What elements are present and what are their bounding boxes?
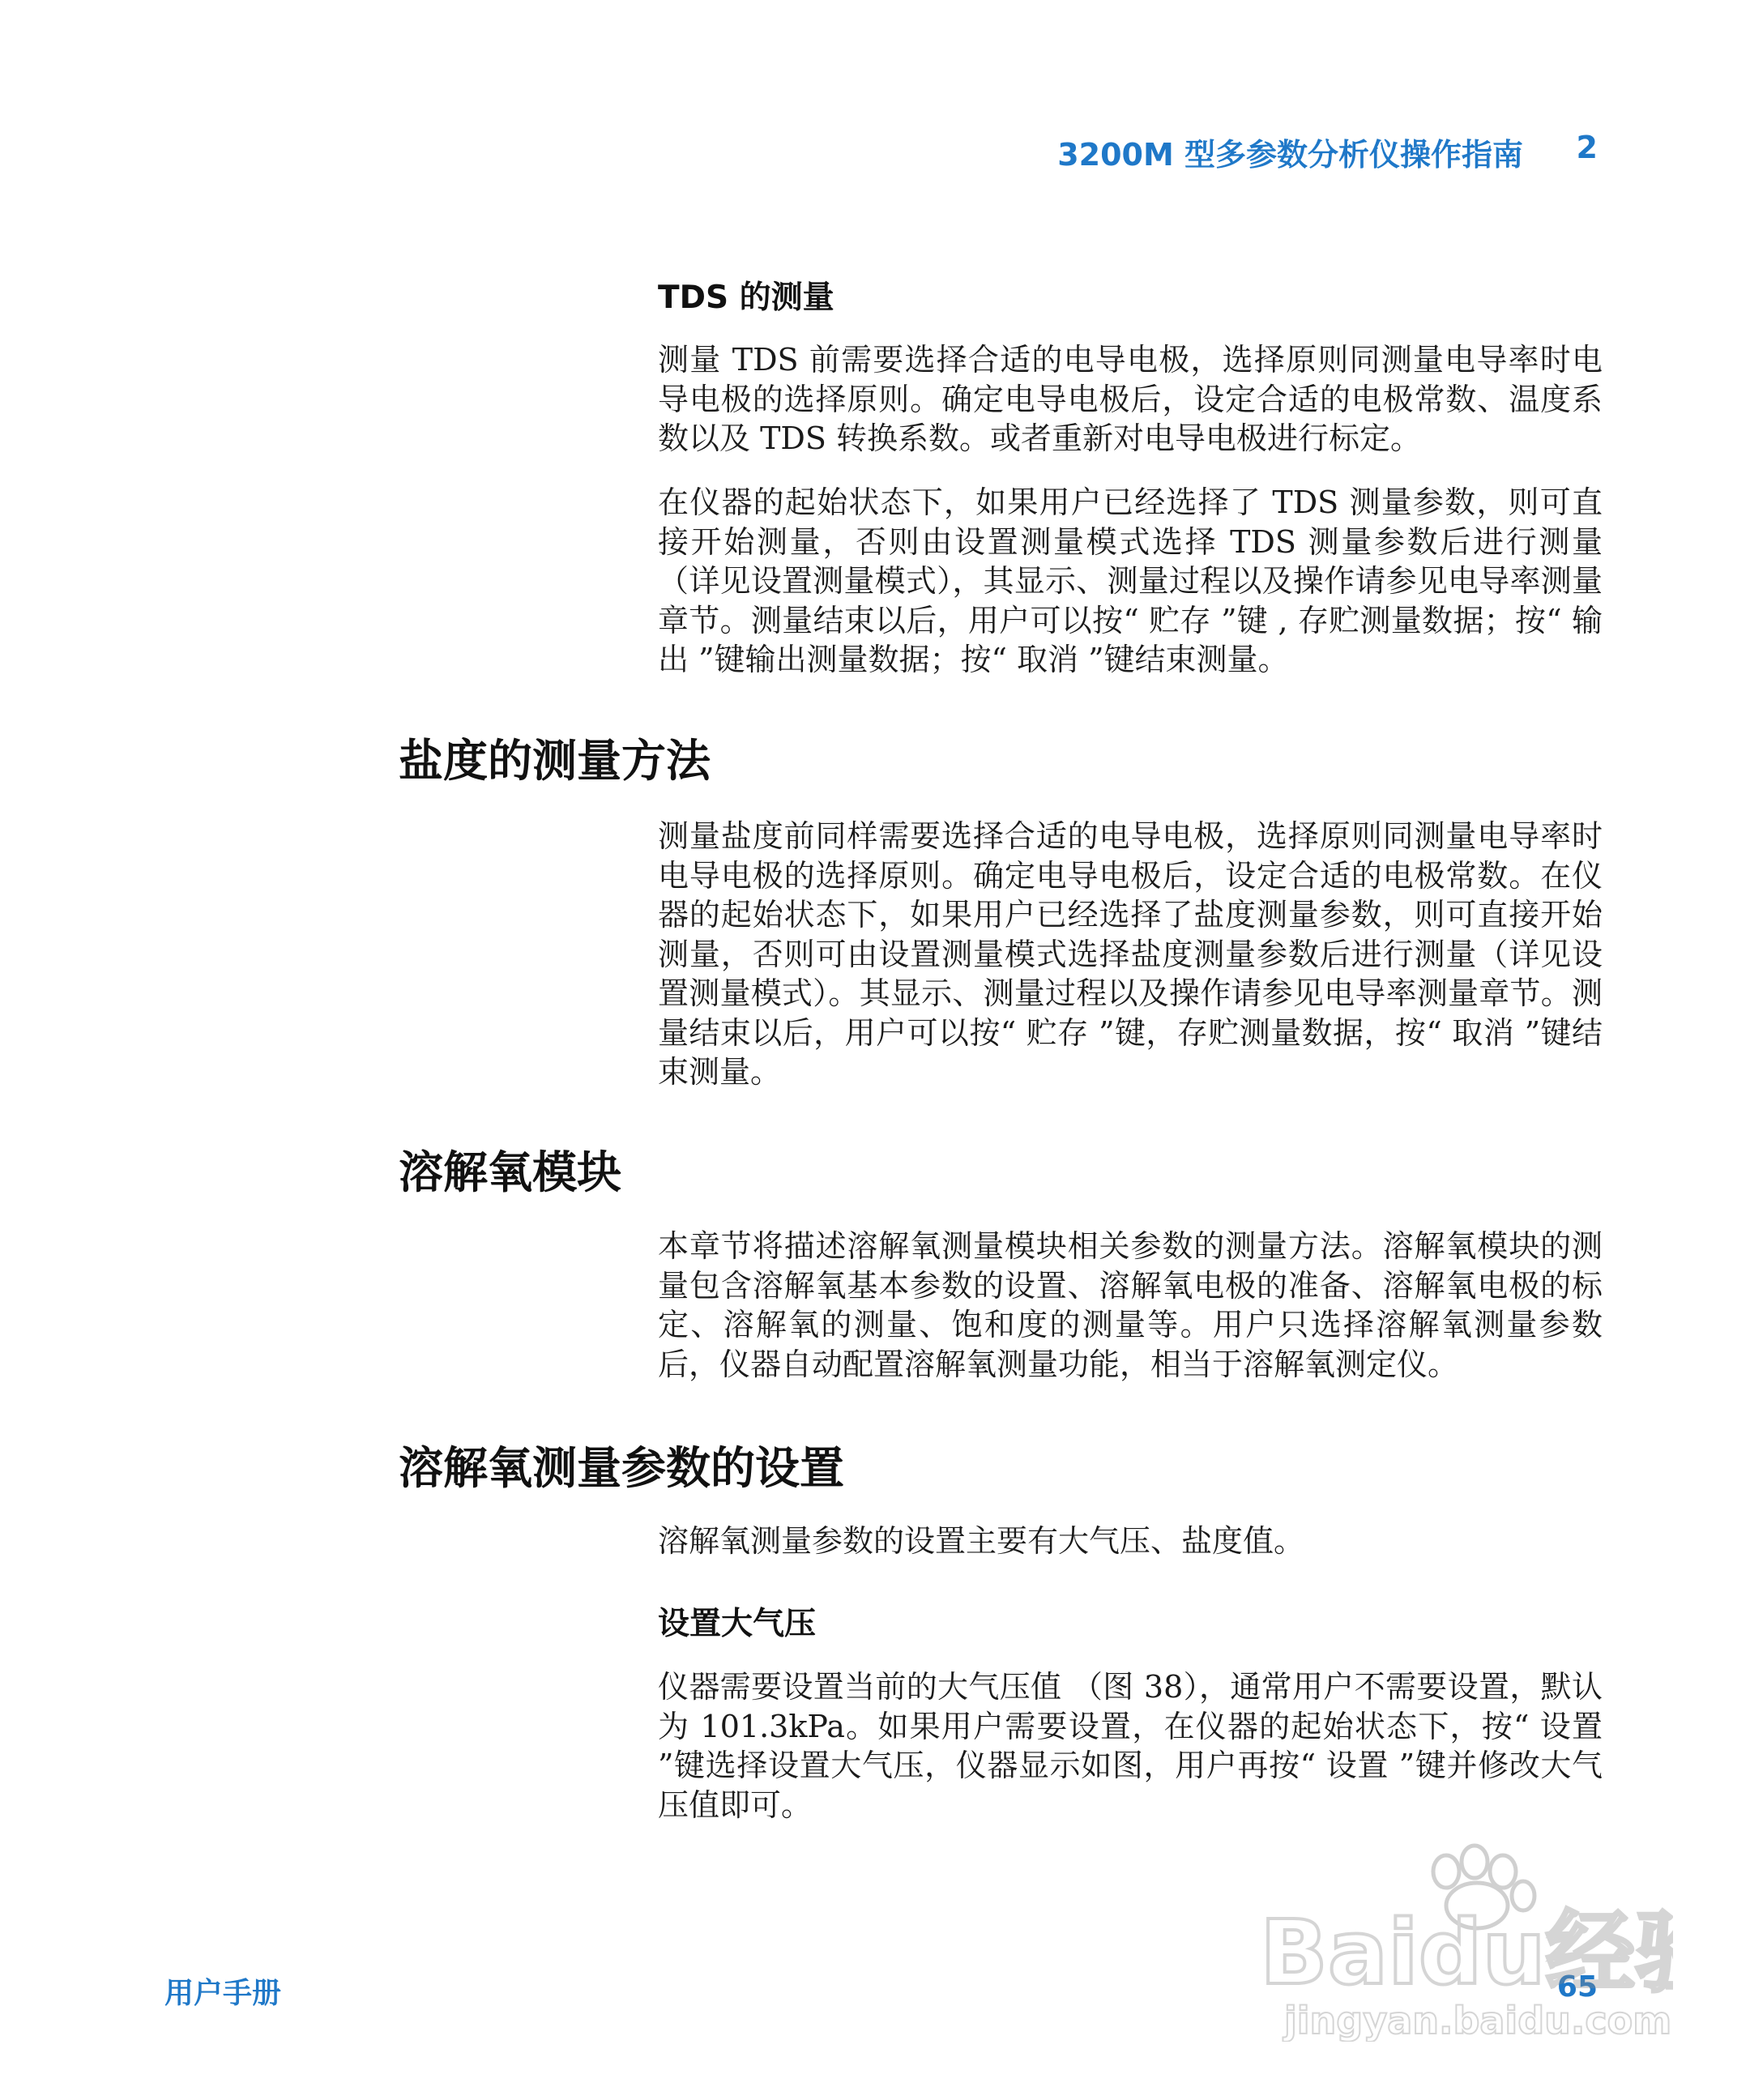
paragraph-do-parameters: 溶解氧测量参数的设置主要有大气压、盐度值。 bbox=[658, 1523, 1305, 1559]
watermark-url-text: jingyan.baidu.com bbox=[1284, 1999, 1672, 2042]
paragraph-tds-electrode: 测量 TDS 前需要选择合适的电导电极，选择原则同测量电导率时电导电极的选择原则。确定电导电极后，设定合适的电极常数、温度系数以及 TDS 转换系数。或者重新对电导电极进行标定。 bbox=[658, 342, 1603, 456]
footer-manual-label: 用户手册 bbox=[164, 1977, 282, 2010]
section-heading-salinity: 盐度的测量方法 bbox=[399, 735, 711, 787]
header-title: 3200M 型多参数分析仪操作指南 bbox=[1057, 137, 1523, 173]
paragraph-do-module: 本章节将描述溶解氧测量模块相关参数的测量方法。溶解氧模块的测量包含溶解氧基本参数的设置、溶解氧电极的准备、溶解氧电极的标定、溶解氧的测量、饱和度的测量等。用户只选择溶解氧测量参数后，仪器自动配置溶解氧测量功能，相当于溶解氧测定仪。 bbox=[658, 1228, 1603, 1382]
header-chapter-number: 2 bbox=[1576, 130, 1598, 165]
section-heading-tds: TDS 的测量 bbox=[658, 280, 834, 316]
paragraph-salinity: 测量盐度前同样需要选择合适的电导电极，选择原则同测量电导率时电导电极的选择原则。确定电导电极后，设定合适的电极常数。在仪器的起始状态下，如果用户已经选择了盐度测量参数，则可直接开始测量，否则可由设置测量模式选择盐度测量参数后进行测量（详见设置测量模式）。其显示、测量过程以及操作请参见电导率测量章节。测量结束以后，用户可以按“ 贮存 ”键，存贮测量数据，按“ 取消 ”键结束测量。 bbox=[658, 818, 1603, 1090]
paragraph-set-pressure: 仪器需要设置当前的大气压值 （图 38），通常用户不需要设置，默认为 101.3kPa。如果用户需要设置，在仪器的起始状态下，按“ 设置 ”键选择设置大气压，仪器显示如图，用户再按“ 设置 ”键并修改大气压值即可。 bbox=[658, 1669, 1603, 1823]
paw-logo-icon bbox=[1252, 1839, 1673, 2042]
section-heading-do-parameters: 溶解氧测量参数的设置 bbox=[399, 1442, 845, 1494]
section-heading-do-module: 溶解氧模块 bbox=[399, 1146, 622, 1198]
baidu-watermark bbox=[1252, 1839, 1673, 2042]
watermark-logo-text: Baidu经 bbox=[1260, 1901, 1635, 2004]
paragraph-tds-measure: 在仪器的起始状态下，如果用户已经选择了 TDS 测量参数，则可直接开始测量，否则由设置测量模式选择 TDS 测量参数后进行测量（详见设置测量模式），其显示、测量过程以及操作请参见电导率测量章节。测量结束以后，用户可以按“ 贮存 ”键 , 存贮测量数据；按“ 输出 ”键输出测量数据；按“ 取消 ”键结束测量。 bbox=[658, 484, 1603, 677]
section-heading-set-pressure: 设置大气压 bbox=[658, 1606, 817, 1642]
footer-page-number: 65 bbox=[1556, 1970, 1598, 2004]
